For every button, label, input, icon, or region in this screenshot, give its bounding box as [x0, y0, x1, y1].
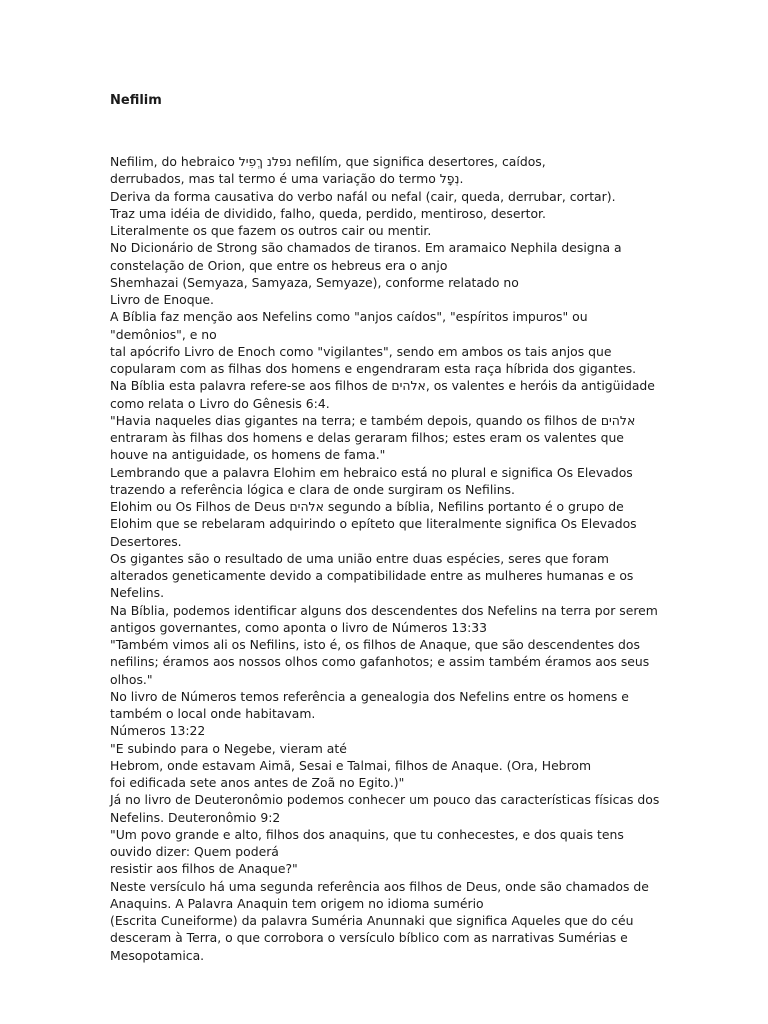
text-line: Lembrando que a palavra Elohim em hebraico está no plural e significa Os Elevados — [110, 464, 633, 480]
text-line: "Um povo grande e alto, filhos dos anaquins, que tu conhecestes, e dos quais tens — [110, 826, 624, 842]
text-line: copularam com as filhas dos homens e engendraram esta raça híbrida dos gigantes. — [110, 361, 637, 376]
text-line: Já no livro de Deuteronômio podemos conhecer um pouco das características físicas dos — [110, 792, 660, 808]
text-line: Desertores. — [110, 533, 182, 549]
text-line: derrubados, mas tal termo é uma variação do termo נְפָל. — [110, 171, 464, 187]
document-body — [110, 153, 670, 964]
text-line: Nefelins. — [110, 585, 165, 601]
text-line: (Escrita Cuneiforme) da palavra Suméria Anunnaki que significa Aqueles que do céu — [110, 913, 634, 928]
text-line: ouvido dizer: Quem poderá — [110, 844, 279, 859]
text-line: Deriva da forma causativa do verbo nafál ou nefal (cair, queda, derrubar, cortar). — [110, 188, 616, 204]
text-line: alterados geneticamente devido a compatibilidade entre as mulheres humanas e os — [110, 568, 634, 583]
text-line: foi edificada sete anos antes de Zoã no Egito.)" — [110, 775, 405, 790]
text-line: "demônios", e no — [110, 326, 217, 342]
text-line: trazendo a referência lógica e clara de onde surgiram os Nefilins. — [110, 481, 515, 497]
text-line: Neste versículo há uma segunda referência aos filhos de Deus, onde são chamados de — [110, 878, 649, 894]
text-line: Nefilim, do hebraico נפלנ ךְפִיל nefilím, que significa desertores, caídos, — [110, 154, 546, 169]
text-line: também o local onde habitavam. — [110, 706, 316, 721]
text-line: olhos." — [110, 671, 153, 687]
page-title: Nefilim — [110, 93, 162, 108]
text-line: "Também vimos ali os Nefilins, isto é, os filhos de Anaque, que são descendentes dos — [110, 637, 640, 652]
text-line: Os gigantes são o resultado de uma união entre duas espécies, seres que foram — [110, 550, 610, 566]
text-line: Na Bíblia, podemos identificar alguns dos descendentes dos Nefelins na terra por serem — [110, 602, 658, 618]
text-line: Shemhazai (Semyaza, Samyaza, Semyaze), conforme relatado no — [110, 274, 519, 290]
text-line: desceram à Terra, o que corrobora o versículo bíblico com as narrativas Sumérias e — [110, 930, 628, 946]
text-line: No livro de Números temos referência a genealogia dos Nefelins entre os homens e — [110, 688, 629, 704]
text-line: Números 13:22 — [110, 723, 206, 739]
text-line: Elohim ou Os Filhos de Deus אלהים segundo a bíblia, Nefilins portanto é o grupo de — [110, 499, 624, 514]
text-line: resistir aos filhos de Anaque?" — [110, 861, 298, 877]
text-line: A Bíblia faz menção aos Nefelins como "anjos caídos", "espíritos impuros" ou — [110, 309, 588, 325]
text-line: como relata o Livro do Gênesis 6:4. — [110, 395, 330, 411]
text-line: entraram às filhas dos homens e delas geraram filhos; estes eram os valentes que — [110, 430, 624, 445]
text-line: Hebrom, onde estavam Aimã, Sesai e Talmai, filhos de Anaque. (Ora, Hebrom — [110, 757, 592, 773]
text-line: No Dicionário de Strong são chamados de tiranos. Em aramaico Nephila designa a — [110, 240, 622, 256]
text-line: constelação de Orion, que entre os hebreus era o anjo — [110, 257, 448, 273]
text-line: Elohim que se rebelaram adquirindo o epíteto que literalmente significa Os Elevados — [110, 516, 637, 532]
text-line: tal apócrifo Livro de Enoch como "vigilantes", sendo em ambos os tais anjos que — [110, 343, 612, 359]
text-line: Mesopotamica. — [110, 947, 205, 963]
text-line: Nefelins. Deuteronômio 9:2 — [110, 809, 281, 825]
text-line: "Havia naqueles dias gigantes na terra; e também depois, quando os filhos de אלהים — [110, 412, 636, 428]
text-line: Anaquins. A Palavra Anaquin tem origem no idioma sumério — [110, 895, 484, 911]
text-line: Traz uma idéia de dividido, falho, queda, perdido, mentiroso, desertor. — [110, 205, 546, 221]
text-line: Livro de Enoque. — [110, 292, 214, 307]
text-line: Literalmente os que fazem os outros cair ou mentir. — [110, 223, 432, 238]
text-line: houve na antiguidade, os homens de fama." — [110, 447, 386, 463]
text-line: Na Bíblia esta palavra refere-se aos filhos de אלהים, os valentes e heróis da antigüidade — [110, 378, 655, 394]
text-line: nefilins; éramos aos nossos olhos como gafanhotos; e assim também éramos aos seus — [110, 654, 650, 670]
text-line: antigos governantes, como aponta o livro de Números 13:33 — [110, 619, 488, 635]
text-line: "E subindo para o Negebe, vieram até — [110, 740, 347, 756]
